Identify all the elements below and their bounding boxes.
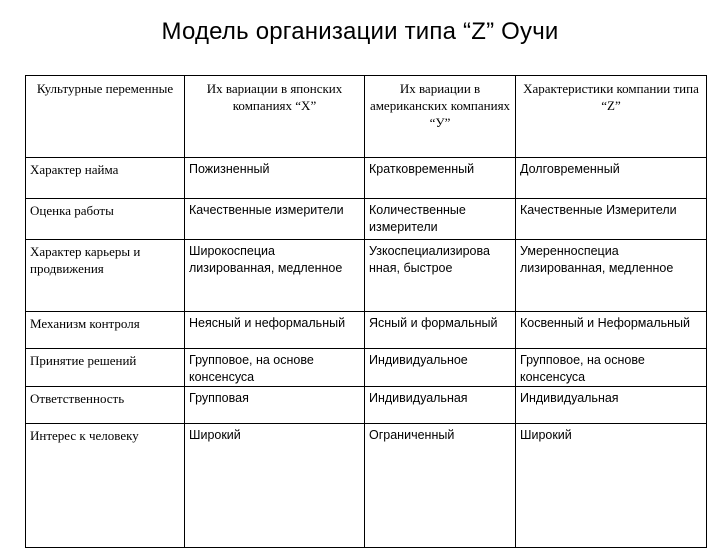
table-row xyxy=(26,387,707,424)
row-label: Механизм контроля xyxy=(26,312,185,349)
header-cell-cultural-variables: Культурные переменные xyxy=(26,76,185,158)
table-row xyxy=(26,349,707,387)
table-cell: Кратковременный xyxy=(365,158,516,199)
page-title: Модель организации типа “Z” Оучи xyxy=(161,18,559,45)
table-row xyxy=(26,240,707,312)
table-row xyxy=(26,158,707,199)
table-row xyxy=(26,424,707,548)
table-cell: Широкий xyxy=(185,424,365,548)
table-row xyxy=(26,312,707,349)
table-row xyxy=(26,199,707,240)
row-label: Интерес к человеку xyxy=(26,424,185,548)
table-header-row xyxy=(26,76,707,158)
table-cell: Индивидуальное xyxy=(365,349,516,387)
table-cell: Пожизненный xyxy=(185,158,365,199)
table-cell: Качественные Измерители xyxy=(516,199,707,240)
table-cell: Качественные измерители xyxy=(185,199,365,240)
table-cell: Узкоспециализирова нная, быстрое xyxy=(365,240,516,312)
table-cell: Широкий xyxy=(516,424,707,548)
table-cell: Индивидуальная xyxy=(365,387,516,424)
header-cell-american-companies: Их вариации в американских компаниях “У” xyxy=(365,76,516,158)
row-label: Ответственность xyxy=(26,387,185,424)
table-cell: Неясный и неформальный xyxy=(185,312,365,349)
header-cell-japanese-companies: Их вариации в японских компаниях “X” xyxy=(185,76,365,158)
table-cell: Косвенный и Неформальный xyxy=(516,312,707,349)
table-cell: Умеренноспециа лизированная, медленное xyxy=(516,240,707,312)
table-cell: Долговременный xyxy=(516,158,707,199)
table-cell: Ясный и формальный xyxy=(365,312,516,349)
row-label: Характер найма xyxy=(26,158,185,199)
row-label: Оценка работы xyxy=(26,199,185,240)
row-label: Характер карьеры и продвижения xyxy=(26,240,185,312)
table-cell: Групповое, на основе консенсуса xyxy=(516,349,707,387)
table-cell: Количественные измерители xyxy=(365,199,516,240)
header-cell-z-company: Характеристики компании типа “Z” xyxy=(516,76,707,158)
table-cell: Ограниченный xyxy=(365,424,516,548)
comparison-table xyxy=(25,75,707,548)
table-cell: Широкоспециа лизированная, медленное xyxy=(185,240,365,312)
table-cell: Групповая xyxy=(185,387,365,424)
table-cell: Индивидуальная xyxy=(516,387,707,424)
row-label: Принятие решений xyxy=(26,349,185,387)
table-cell: Групповое, на основе консенсуса xyxy=(185,349,365,387)
